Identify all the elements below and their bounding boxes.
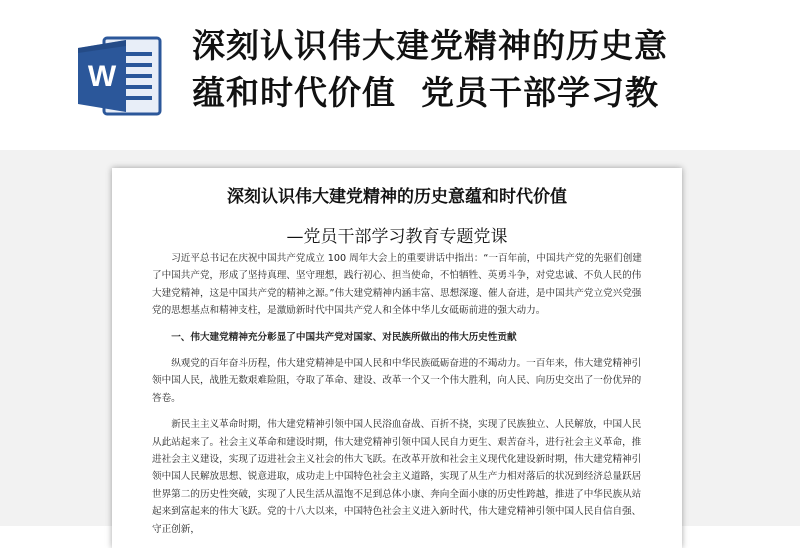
header — [0, 0, 800, 160]
document-page — [112, 168, 682, 548]
word-icon-letter: W — [87, 60, 117, 93]
document-body — [152, 250, 650, 538]
document-subtitle: —党员干部学习教育专题党课 — [286, 227, 508, 247]
paragraph: 纵观党的百年奋斗历程，伟大建党精神是中国人民和中华民族砥砺奋进的不竭动力。一百年来，伟大建党精神引领中国人民，战胜无数艰难险阻，夺取了革命、建设、改革一个又一个伟大胜利，向人民、向历史交出了一份优异的答卷。 — [152, 358, 642, 404]
paragraph: 习近平总书记在庆祝中国共产党成立 100 周年大会上的重要讲话中指出：“一百年前，中国共产党的先驱们创建了中国共产党，形成了坚持真理、坚守理想，践行初心、担当使命，不怕牺牲、英勇斗争，对党忠诚、不负人民的伟大建党精神，这是中国共产党的精神之源。”伟大建党精神内涵丰富、思想深邃、催人奋进，是中国共产党立党兴党强党的思想基点和精神支柱，是激励新时代中国共产党人和全体中华儿女砥砺前进的强大动力。 — [152, 253, 642, 317]
page-title — [192, 22, 792, 116]
section-heading: 一、伟大建党精神充分彰显了中国共产党对国家、对民族所做出的伟大历史性贡献 — [171, 331, 517, 343]
paragraph: 新民主主义革命时期，伟大建党精神引领中国人民浴血奋战、百折不挠，实现了民族独立、人民解放，中国人民从此站起来了。社会主义革命和建设时期，伟大建党精神引领中国人民自力更生、艰苦奋斗，进行社会主义革命，推进社会主义建设，实现了迈进社会主义社会的伟大飞跃。在改革开放和社会主义现代化建设新时期，伟大建党精神引领中国人民解放思想、锐意进取，成功走上中国特色社会主义道路，实现了从生产力相对落后的状况到经济总量跃居世界第二的历史性突破，实现了人民生活从温饱不足到总体小康、奔向全面小康的历史性跨越，推进了中华民族从站起来到富起来的伟大飞跃。党的十八大以来，中国特色社会主义进入新时代，伟大建党精神引领中国人民自信自强、守正创新， — [152, 419, 642, 535]
document-title: 深刻认识伟大建党精神的历史意蕴和时代价值 — [227, 187, 567, 207]
title-line-1: 深刻认识伟大建党精神的历史意 — [192, 26, 668, 65]
title-line-2: 蕴和时代价值 党员干部学习教 — [192, 73, 659, 112]
word-document-icon — [78, 36, 162, 116]
